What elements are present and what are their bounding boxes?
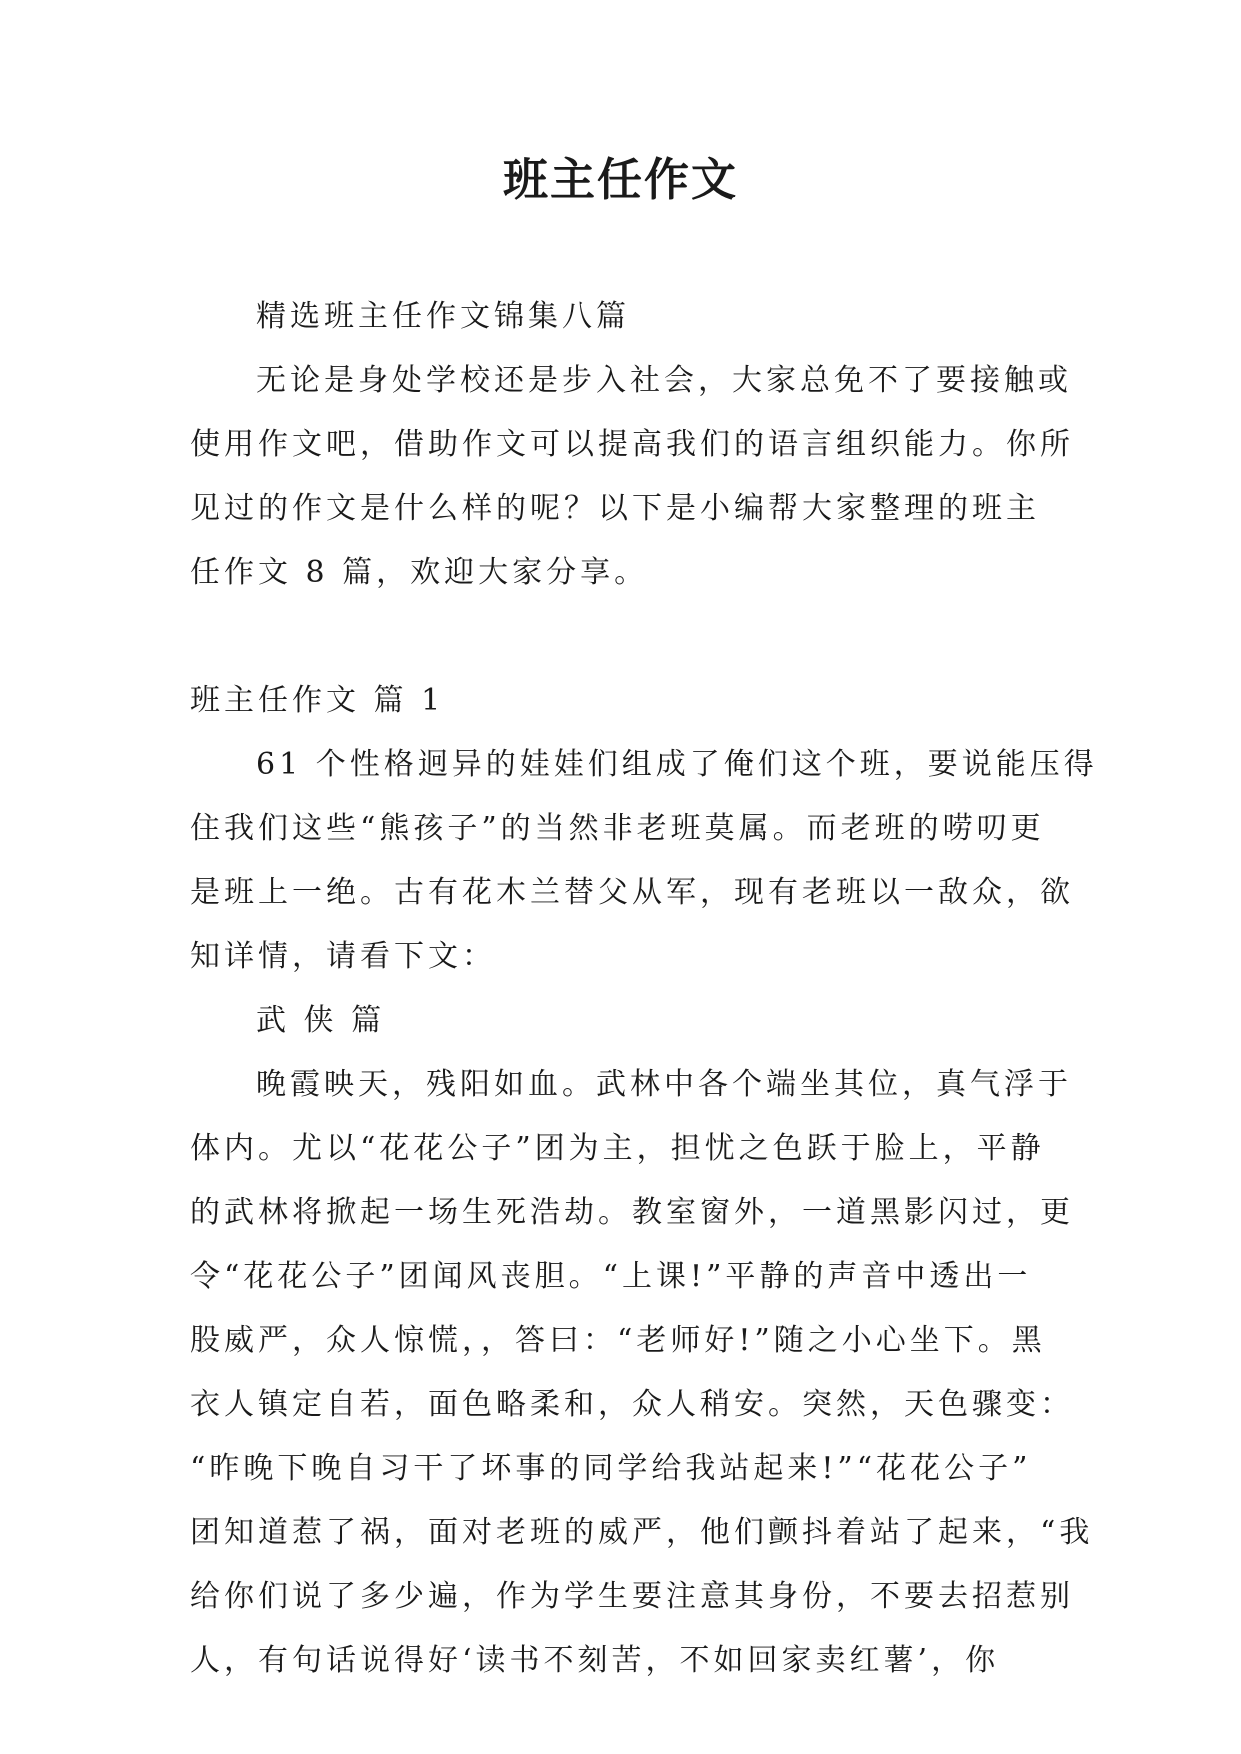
text-line: 知详情，请看下文： [190,939,496,974]
text-line: 给你们说了多少遍，作为学生要注意其身份，不要去招惹别 [190,1579,1074,1614]
page-title: 班主任作文 [502,153,738,206]
text-line: 衣人镇定自若，面色略柔和，众人稍安。突然，天色骤变： [190,1387,1074,1422]
text-line: 体内。尤以“花花公子”团为主，担忧之色跃于脸上，平静 [190,1131,1045,1166]
text-line: 住我们这些“熊孩子”的当然非老班莫属。而老班的唠叨更 [190,811,1045,846]
text-line: 61 个性格迥异的娃娃们组成了俺们这个班，要说能压得 [256,747,1098,782]
text-line: 使用作文吧，借助作文可以提高我们的语言组织能力。你所 [190,427,1074,462]
text-line: 晚霞映天，残阳如血。武林中各个端坐其位，真气浮于 [256,1067,1072,1102]
text-line: 股威严，众人惊慌，，答曰：“老师好!”随之小心坐下。黑 [190,1323,1046,1358]
text-line: 见过的作文是什么样的呢？以下是小编帮大家整理的班主 [190,491,1040,526]
document-body [190,285,1098,1693]
section-heading: 班主任作文 篇 1 [190,683,445,718]
blank-line [190,605,1052,669]
text-line: 任作文 8 篇，欢迎大家分享。 [190,555,649,590]
text-line: 是班上一绝。古有花木兰替父从军，现有老班以一敌众，欲 [190,875,1074,910]
text-line: “昨晚下晚自习干了坏事的同学给我站起来!”“花花公子” [190,1451,1032,1486]
text-line: 人，有句话说得好‘读书不刻苦，不如回家卖红薯’，你 [190,1643,1000,1678]
text-line: 团知道惹了祸，面对老班的威严，他们颤抖着站了起来，“我 [190,1515,1094,1550]
text-line: 精选班主任作文锦集八篇 [256,299,630,334]
text-line: 的武林将掀起一场生死浩劫。教室窗外，一道黑影闪过，更 [190,1195,1074,1230]
subsection-heading: 武 侠 篇 [256,1003,386,1038]
text-line: 令“花花公子”团闻风丧胆。“上课!”平静的声音中透出一 [190,1259,1032,1294]
text-line: 无论是身处学校还是步入社会，大家总免不了要接触或 [256,363,1072,398]
